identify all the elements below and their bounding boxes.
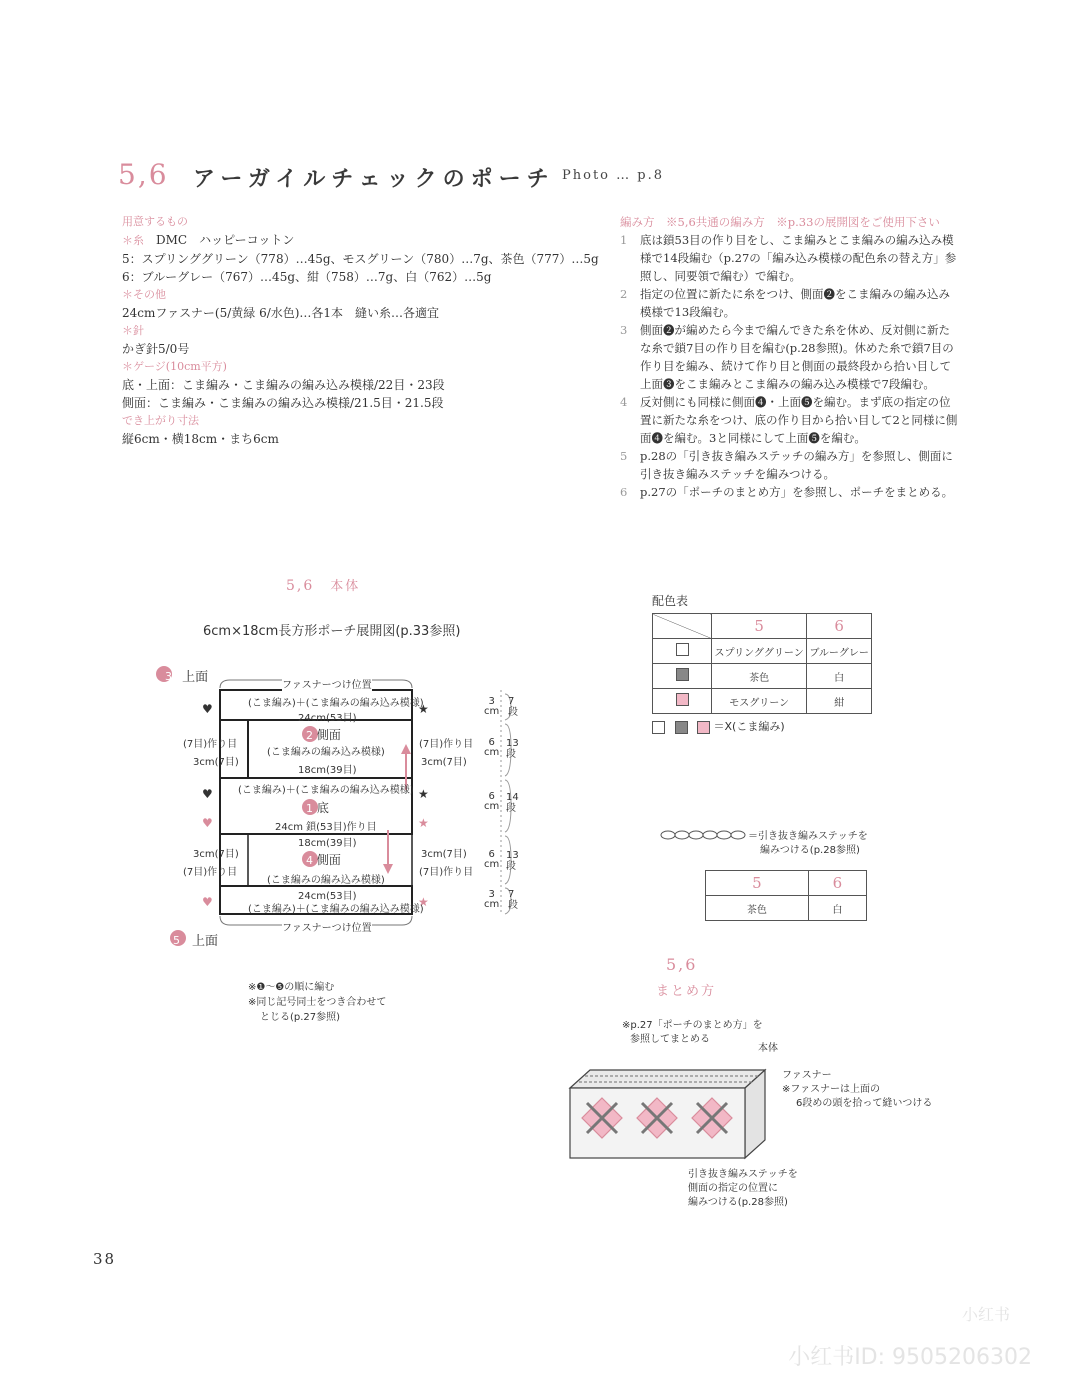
body-notes: ※❶～❺の順に編む ※同じ記号同士をつき合わせて とじる(p.27参照) bbox=[248, 982, 387, 1023]
size-label: でき上がり寸法 bbox=[122, 414, 199, 427]
side-a-left-chain: (7目)作り目 bbox=[183, 739, 238, 750]
yarn-label: ＊糸 bbox=[122, 234, 144, 247]
dim-side-b: 6 cm bbox=[484, 849, 500, 870]
side-a-right-chain: (7目)作り目 bbox=[419, 739, 474, 750]
dim-base: 6 cm bbox=[484, 791, 500, 812]
side-a-right-size: 3cm(7目) bbox=[421, 757, 467, 768]
rows-base: 14 段 bbox=[506, 792, 519, 814]
step-1: 1 底は鎖53目の作り目をし、こま編みとこま編みの編み込み模様で14段編む（p.27の「編み込み模様の配色糸の替え方」参照し、同要領で編む）で編む。 bbox=[620, 233, 957, 283]
table-row: 茶色 白 bbox=[706, 896, 867, 921]
side-a-pattern: (こま編みの編み込み模様) bbox=[267, 747, 385, 758]
bottom-top-pattern: (こま編み)＋(こま編みの編み込み模様) bbox=[248, 904, 424, 915]
heart-symbol: ♥ bbox=[202, 787, 213, 801]
table-row: モスグリーン 紺 bbox=[653, 689, 872, 714]
top-panel-label: 3 上面 bbox=[165, 670, 209, 685]
instructions-block bbox=[620, 213, 960, 501]
page-title: アーガイルチェックのポーチ bbox=[193, 166, 555, 192]
gauge-label: ＊ゲージ(10cm平方) bbox=[122, 360, 227, 373]
rows-top: 7 段 bbox=[508, 696, 518, 718]
yarn-brand: DMC ハッピーコットン bbox=[156, 233, 295, 247]
side-a-label: 2 側面 bbox=[306, 728, 341, 742]
step-6: 6 p.27の「ポーチのまとめ方」を参照し、ポーチをまとめる。 bbox=[620, 485, 954, 499]
star-symbol: ★ bbox=[418, 787, 429, 801]
needle-label: ＊針 bbox=[122, 324, 144, 337]
rows-side-a: 13 段 bbox=[506, 738, 519, 760]
zipper-position-bottom: ファスナーつけ位置 bbox=[282, 919, 372, 934]
rows-side-b: 13 段 bbox=[506, 850, 519, 872]
side-b-pattern: (こま編みの編み込み模様) bbox=[267, 875, 385, 886]
heart-symbol: ♥ bbox=[202, 895, 213, 909]
body-section-heading: 5,6 本体 bbox=[286, 578, 361, 594]
dim-bottom: 3 cm bbox=[484, 889, 500, 910]
heart-symbol: ♥ bbox=[202, 702, 213, 716]
base-pattern: (こま編み)＋(こま編みの編み込み模様) bbox=[238, 785, 414, 796]
rows-bottom: 7 段 bbox=[508, 889, 518, 911]
table-row: スプリンググリーン ブルーグレー bbox=[653, 639, 872, 664]
other-label: ＊その他 bbox=[122, 288, 166, 301]
top-width: 24cm(53目) bbox=[298, 713, 357, 724]
gray-swatch bbox=[676, 668, 689, 681]
step-3: 3 側面❷が編めたら今まで編んできた糸を休め、反対側に新たな糸で鎖7目の作り目を編む(p.28参照)。休めた糸で鎖7目の作り目を編み、続けて作り目と側面の最終段から拾い目して上面❸をこま編みとこま編みの編み込み模様で7段編む。 bbox=[620, 323, 954, 391]
side-b-right-chain: (7目)作り目 bbox=[419, 867, 474, 878]
photo-reference: Photo … p.8 bbox=[562, 168, 664, 183]
bottom-top-panel-label: 5 上面 bbox=[173, 934, 219, 949]
diagram-title: 6cm×18cm長方形ポーチ展開図(p.33参照) bbox=[203, 624, 461, 639]
instructions-heading: 編み方 ※5,6共通の編み方 ※p.33の展開図をご使用下さい bbox=[620, 215, 940, 229]
pink-swatch bbox=[676, 693, 689, 706]
star-symbol: ★ bbox=[418, 816, 429, 830]
finish-body-label: 本体 bbox=[758, 1043, 778, 1054]
stitch-color-table: 5 6 茶色 白 bbox=[705, 870, 867, 921]
gauge-1: 底・上面：こま編み・こま編みの編み込み模様/22目・23段 bbox=[122, 378, 445, 392]
finished-size: 縦6cm・横18cm・まち6cm bbox=[122, 432, 279, 446]
side-a-width: 18cm(39目) bbox=[298, 765, 357, 776]
stitch-label: ＝引き抜き編みステッチを 編みつける(p.28参照) bbox=[748, 831, 868, 856]
dim-side-a: 6 cm bbox=[484, 737, 500, 758]
finished-pouch-illustration bbox=[565, 1060, 775, 1170]
materials-block bbox=[122, 213, 602, 448]
bottom-top-width: 24cm(53目) bbox=[298, 891, 357, 902]
watermark: 小红书ID: 9505206302 bbox=[788, 1345, 1032, 1370]
side-b-right-size: 3cm(7目) bbox=[421, 849, 467, 860]
base-label: 1 底 bbox=[306, 801, 329, 815]
chain-stitch-icon bbox=[660, 828, 746, 842]
finish-number: 5,6 bbox=[666, 955, 698, 974]
side-b-left-chain: (7目)作り目 bbox=[183, 867, 238, 878]
yarn-6: 6：ブルーグレー（767）…45g、紺（758）…7g、白（762）…5g bbox=[122, 270, 492, 284]
needle: かぎ針5/0号 bbox=[122, 342, 190, 356]
star-symbol: ★ bbox=[418, 895, 429, 909]
side-b-label: 4 側面 bbox=[306, 853, 341, 867]
side-b-left-size: 3cm(7目) bbox=[193, 849, 239, 860]
gauge-2: 側面：こま編み・こま編みの編み込み模様/21.5目・21.5段 bbox=[122, 396, 444, 410]
step-5: 5 p.28の「引き抜き編みステッチの編み方」を参照し、側面に引き抜き編みステッチを編みつける。 bbox=[620, 449, 953, 481]
pattern-number: 5,6 bbox=[118, 158, 169, 191]
base-chain: 24cm 鎖(53目)作り目 bbox=[275, 822, 377, 833]
finish-stitch-note: 引き抜き編みステッチを 側面の指定の位置に 編みつける(p.28参照) bbox=[688, 1169, 798, 1208]
other-materials: 24cmファスナー(5/黄緑 6/水色)…各1本 縫い糸…各適宜 bbox=[122, 306, 440, 320]
table-row: 茶色 白 bbox=[653, 664, 872, 689]
yarn-5: 5：スプリンググリーン（778）…45g、モスグリーン（780）…7g、茶色（777）…5g bbox=[122, 252, 599, 266]
color-legend: ＝X(こま編み) bbox=[652, 718, 785, 734]
color-table: 5 6 スプリンググリーン ブルーグレー 茶色 白 モスグリーン 紺 bbox=[652, 613, 872, 714]
watermark-logo: 小红书 bbox=[962, 1305, 1011, 1324]
page-number: 38 bbox=[93, 1250, 117, 1268]
color-table-title: 配色表 bbox=[652, 594, 689, 608]
dim-top: 3 cm bbox=[484, 696, 500, 717]
step-4: 4 反対側にも同様に側面❹・上面❺を編む。まず底の指定の位置に新たな糸をつけ、底の作り目から拾い目して2と同様に側面❹を編む。3と同様にして上面❺を編む。 bbox=[620, 395, 958, 445]
white-swatch bbox=[676, 643, 689, 656]
heart-symbol: ♥ bbox=[202, 816, 213, 830]
step-2: 2 指定の位置に新たに糸をつけ、側面❷をこま編みの編み込み模様で13段編む。 bbox=[620, 287, 951, 319]
side-b-width: 18cm(39目) bbox=[298, 838, 357, 849]
star-symbol: ★ bbox=[418, 702, 429, 716]
side-a-left-size: 3cm(7目) bbox=[193, 757, 239, 768]
finish-zipper-note: ファスナー ※ファスナーは上面の 6段めの頭を拾って縫いつける bbox=[782, 1070, 933, 1109]
zipper-position-top: ファスナーつけ位置 bbox=[282, 676, 372, 691]
finish-note: ※p.27「ポーチのまとめ方」を 参照してまとめる bbox=[622, 1020, 763, 1045]
top-pattern: (こま編み)＋(こま編みの編み込み模様) bbox=[248, 698, 424, 709]
finish-heading: まとめ方 bbox=[656, 984, 717, 999]
materials-heading: 用意するもの bbox=[122, 215, 188, 228]
